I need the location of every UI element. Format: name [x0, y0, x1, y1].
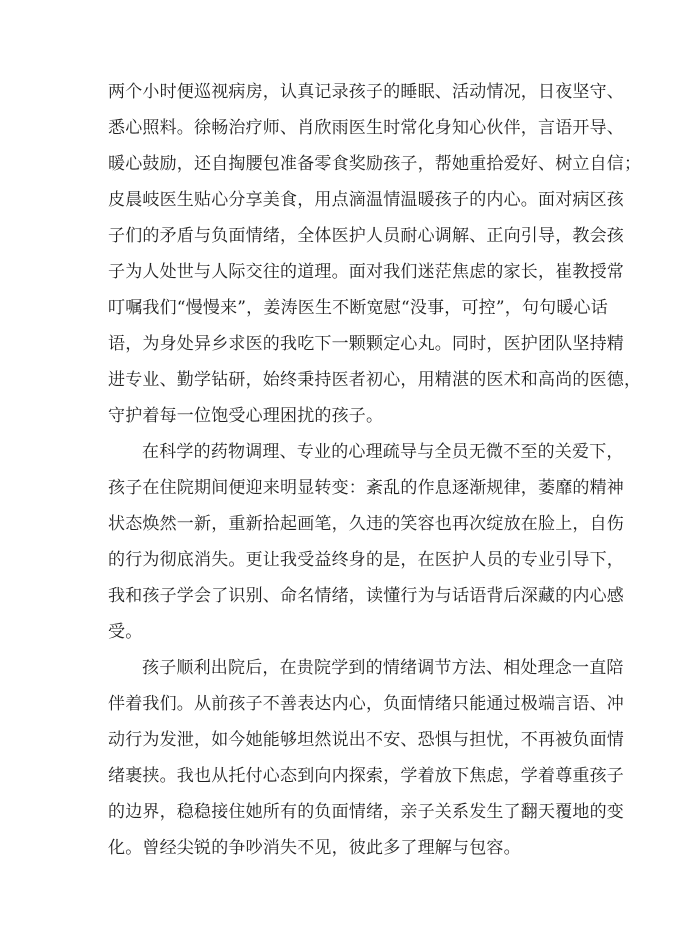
text-line: 状态焕然一新，重新拾起画笔，久违的笑容也再次绽放在脸上，自伤 [108, 514, 624, 534]
text-line: 两个小时便巡视病房，认真记录孩子的睡眠、活动情况，日夜坚守、 [108, 82, 624, 102]
text-line: 动行为发泄，如今她能够坦然说出不安、恐惧与担忧，不再被负面情 [108, 730, 624, 750]
text-line: 叮嘱我们“慢慢来”，姜涛医生不断宽慰“没事，可控”，句句暖心话 [108, 298, 608, 318]
text-line: 在科学的药物调理、专业的心理疏导与全员无微不至的关爱下， [142, 442, 624, 462]
text-line: 暖心鼓励，还自掏腰包准备零食奖励孩子，帮她重拾爱好、树立自信； [108, 154, 642, 174]
text-line: 进专业、勤学钻研，始终秉持医者初心，用精湛的医术和高尚的医德， [108, 370, 642, 390]
text-line: 受。 [108, 622, 143, 642]
text-line: 孩子在住院期间便迎来明显转变：紊乱的作息逐渐规律，萎靡的精神 [108, 478, 624, 498]
text-line: 我和孩子学会了识别、命名情绪，读懂行为与话语背后深藏的内心感 [108, 586, 624, 606]
text-line: 守护着每一位饱受心理困扰的孩子。 [108, 406, 384, 426]
text-line: 的边界，稳稳接住她所有的负面情绪，亲子关系发生了翻天覆地的变 [108, 802, 624, 822]
text-line: 的行为彻底消失。更让我受益终身的是，在医护人员的专业引导下， [108, 550, 624, 570]
text-line: 化。曾经尖锐的争吵消失不见，彼此多了理解与包容。 [108, 838, 521, 858]
body-text [108, 74, 642, 866]
text-line: 孩子顺利出院后，在贵院学到的情绪调节方法、相处理念一直陪 [142, 658, 624, 678]
text-line: 悉心照料。徐畅治疗师、肖欣雨医生时常化身知心伙伴，言语开导、 [108, 118, 624, 138]
text-line: 皮晨岐医生贴心分享美食，用点滴温情温暖孩子的内心。面对病区孩 [108, 190, 624, 210]
text-line: 子为人处世与人际交往的道理。面对我们迷茫焦虑的家长，崔教授常 [108, 262, 624, 282]
text-line: 绪裹挟。我也从托付心态到向内探索，学着放下焦虑，学着尊重孩子 [108, 766, 624, 786]
text-line: 伴着我们。从前孩子不善表达内心，负面情绪只能通过极端言语、冲 [108, 694, 624, 714]
text-line: 语，为身处异乡求医的我吃下一颗颗定心丸。同时，医护团队坚持精 [108, 334, 624, 354]
text-line: 子们的矛盾与负面情绪，全体医护人员耐心调解、正向引导，教会孩 [108, 226, 624, 246]
